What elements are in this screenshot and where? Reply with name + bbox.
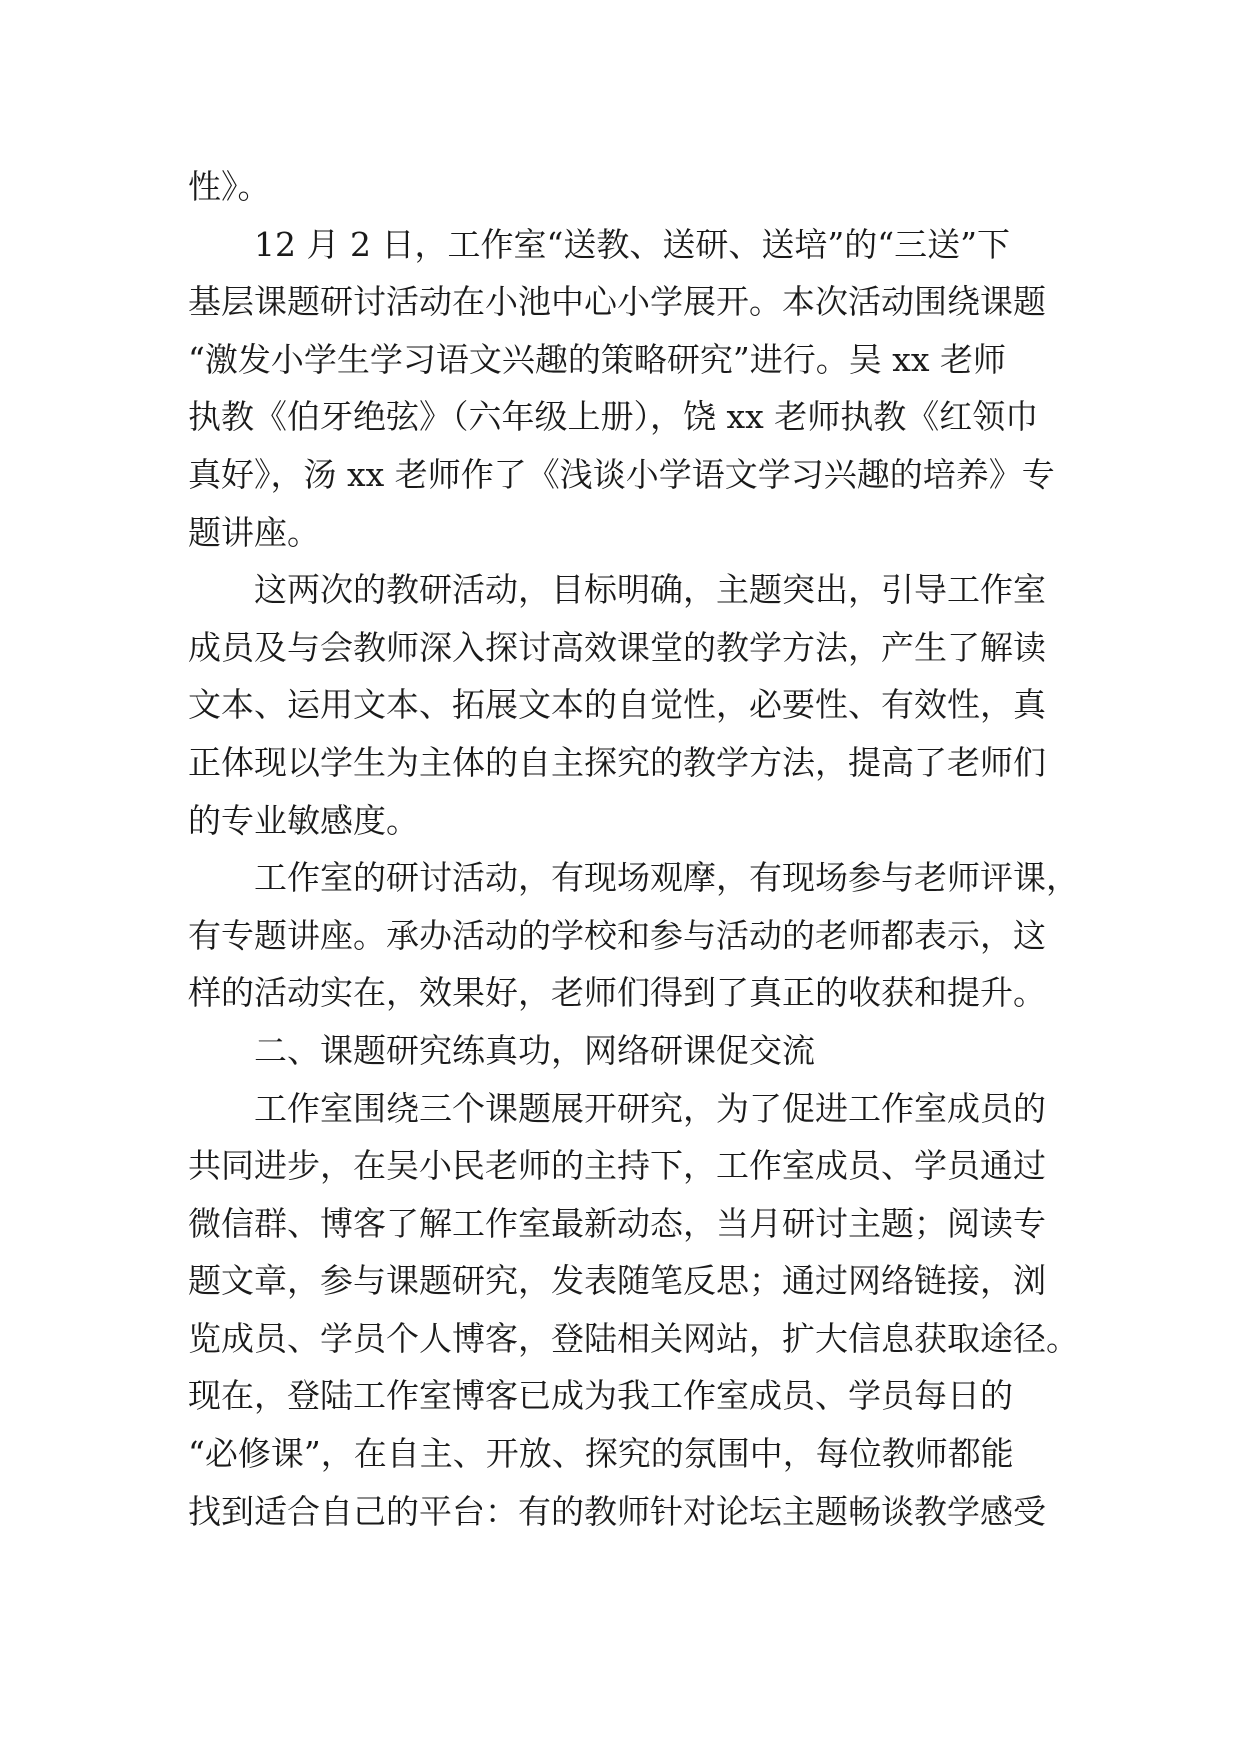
text-line: 题文章，参与课题研究，发表随笔反思；通过网络链接，浏 [188,1261,1046,1301]
text-line: 工作室的研讨活动，有现场观摩，有现场参与老师评课， [254,858,1079,898]
text-line: 基层课题研讨活动在小池中心小学展开。本次活动围绕课题 [188,282,1046,322]
text-line: 文本、运用文本、拓展文本的自觉性，必要性、有效性，真 [188,685,1046,725]
text-line: “必修课”，在自主、开放、探究的氛围中，每位教师都能 [188,1434,1014,1474]
paragraph [188,561,1068,849]
text-line: 二、课题研究练真功，网络研课促交流 [254,1030,815,1070]
text-line: “激发小学生学习语文兴趣的策略研究”进行。吴 xx 老师 [188,339,1006,379]
text-line: 性》。 [188,167,271,206]
text-line: 题讲座。 [188,512,320,552]
text-line: 微信群、博客了解工作室最新动态，当月研讨主题；阅读专 [188,1203,1046,1243]
text-line: 览成员、学员个人博客，登陆相关网站，扩大信息获取途径。 [188,1318,1079,1358]
text-line: 正体现以学生为主体的自主探究的教学方法，提高了老师们 [188,742,1046,782]
paragraph [188,1022,1068,1080]
text-line: 找到适合自己的平台：有的教师针对论坛主题畅谈教学感受 [188,1491,1046,1531]
text-line: 12 月 2 日，工作室“送教、送研、送培”的“三送”下 [254,224,1010,264]
text-line: 成员及与会教师深入探讨高效课堂的教学方法，产生了解读 [188,627,1046,667]
text-line: 的专业敏感度。 [188,800,419,840]
paragraph [188,849,1079,1022]
text-line: 执教《伯牙绝弦》（六年级上册），饶 xx 老师执教《红领巾 [188,397,1039,437]
text-line: 现在，登陆工作室博客已成为我工作室成员、学员每日的 [188,1376,1013,1416]
paragraph [188,158,1068,216]
text-line: 共同进步，在吴小民老师的主持下，工作室成员、学员通过 [188,1146,1046,1186]
text-line: 工作室围绕三个课题展开研究，为了促进工作室成员的 [254,1088,1046,1128]
text-line: 真好》，汤 xx 老师作了《浅谈小学语文学习兴趣的培养》专 [188,454,1055,494]
text-line: 样的活动实在，效果好，老师们得到了真正的收获和提升。 [188,973,1046,1013]
paragraph [188,1080,1079,1541]
document-body [188,158,1079,1540]
text-line: 有专题讲座。承办活动的学校和参与活动的老师都表示，这 [188,915,1046,955]
text-line: 这两次的教研活动，目标明确，主题突出，引导工作室 [254,570,1046,610]
paragraph [188,216,1068,562]
